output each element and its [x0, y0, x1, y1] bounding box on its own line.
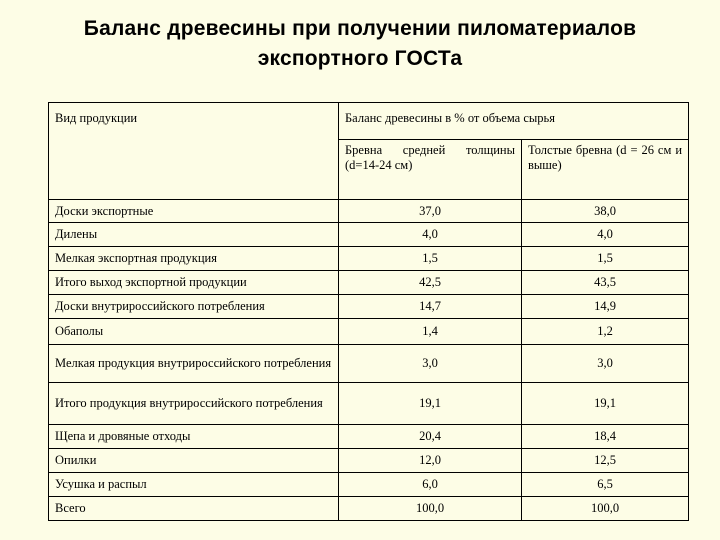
row-medium-value: 12,0	[339, 449, 522, 473]
row-thick-value: 12,5	[522, 449, 689, 473]
row-name: Дилены	[49, 223, 339, 247]
row-name: Всего	[49, 497, 339, 521]
table-row	[49, 319, 689, 345]
header-medium-logs: Бревна средней толщины (d=14-24 см)	[339, 140, 522, 200]
header-thick-logs: Толстые бревна (d = 26 см и выше)	[522, 140, 689, 200]
table-row	[49, 295, 689, 319]
row-thick-value: 14,9	[522, 295, 689, 319]
row-name: Итого продукция внутрироссийского потребления	[49, 383, 339, 425]
row-name: Доски экспортные	[49, 200, 339, 223]
table-row	[49, 425, 689, 449]
row-medium-value: 4,0	[339, 223, 522, 247]
row-thick-value: 3,0	[522, 345, 689, 383]
row-name: Мелкая продукция внутрироссийского потребления	[49, 345, 339, 383]
table-row	[49, 473, 689, 497]
table-header-row	[49, 103, 689, 140]
row-medium-value: 37,0	[339, 200, 522, 223]
header-balance: Баланс древесины в % от объема сырья	[339, 103, 689, 140]
row-medium-value: 3,0	[339, 345, 522, 383]
row-name: Щепа и дровяные отходы	[49, 425, 339, 449]
wood-balance-table	[48, 102, 689, 521]
table-row	[49, 247, 689, 271]
header-product-type: Вид продукции	[49, 103, 339, 200]
table-row	[49, 223, 689, 247]
title-line-1: Баланс древесины при получении пиломатериалов	[83, 17, 637, 40]
row-medium-value: 42,5	[339, 271, 522, 295]
row-thick-value: 1,2	[522, 319, 689, 345]
table-row	[49, 345, 689, 383]
row-thick-value: 6,5	[522, 473, 689, 497]
table-row	[49, 449, 689, 473]
row-thick-value: 43,5	[522, 271, 689, 295]
row-medium-value: 100,0	[339, 497, 522, 521]
row-medium-value: 1,5	[339, 247, 522, 271]
slide-title	[0, 14, 720, 74]
row-thick-value: 18,4	[522, 425, 689, 449]
row-name: Мелкая экспортная продукция	[49, 247, 339, 271]
row-name: Опилки	[49, 449, 339, 473]
row-medium-value: 6,0	[339, 473, 522, 497]
row-thick-value: 4,0	[522, 223, 689, 247]
row-medium-value: 19,1	[339, 383, 522, 425]
title-line-2: экспортного ГОСТа	[257, 47, 463, 70]
row-medium-value: 20,4	[339, 425, 522, 449]
row-thick-value: 38,0	[522, 200, 689, 223]
row-name: Доски внутрироссийского потребления	[49, 295, 339, 319]
row-medium-value: 14,7	[339, 295, 522, 319]
row-name: Итого выход экспортной продукции	[49, 271, 339, 295]
row-thick-value: 19,1	[522, 383, 689, 425]
row-thick-value: 100,0	[522, 497, 689, 521]
table-row	[49, 271, 689, 295]
table-row	[49, 200, 689, 223]
table-row	[49, 497, 689, 521]
table-row	[49, 383, 689, 425]
row-medium-value: 1,4	[339, 319, 522, 345]
row-thick-value: 1,5	[522, 247, 689, 271]
row-name: Усушка и распыл	[49, 473, 339, 497]
row-name: Обаполы	[49, 319, 339, 345]
